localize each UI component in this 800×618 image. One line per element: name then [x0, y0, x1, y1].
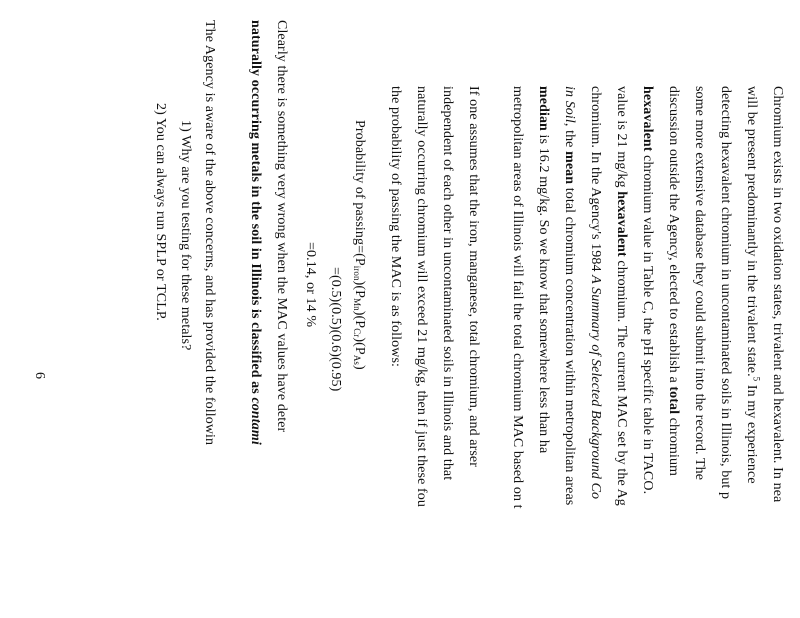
text-line: independent of each other in uncontaminated soils in Illinois and that: [440, 86, 455, 481]
text-line: hexavalent chromium value in Table C, the pH specific table in TACO.: [640, 86, 655, 495]
text-line: Clearly there is something very wrong when the MAC values have deter: [274, 20, 289, 433]
text-line: chromium. In the Agency's 1984 A Summary of Selected Background Co: [588, 86, 603, 500]
text-line: If one assumes that the iron, manganese, total chromium, and arser: [466, 86, 481, 467]
text-line: Chromium exists in two oxidation states, trivalent and hexavalent. In nea: [770, 86, 785, 503]
text-line: in Soil, the mean total chromium concentration within metropolitan areas: [562, 86, 577, 506]
formula-line: Probability of $passing=(P_{iron})(P_{Mn})(P_{Cr})(P_{As})$: [352, 120, 367, 370]
text-line: the probability of passing the MAC is as follows:: [388, 86, 403, 367]
text-line: metropolitan areas of Illinois will fail the total chromium MAC based on t: [510, 86, 525, 509]
text-line: median is 16.2 mg/kg. So we know that somewhere less than ha: [536, 86, 551, 454]
text-line: naturally occurring chromium will exceed 21 mg/kg, then if just these fou: [414, 86, 429, 507]
text-line: detecting hexavalent chromium in uncontaminated soils in Illinois, but p: [718, 86, 733, 500]
formula-line: =(0.5)(0.5)(0.6)(0.95): [328, 267, 343, 392]
text-line: discussion outside the Agency, elected to establish a total chromium: [666, 86, 681, 477]
text-line: naturally occurring metals in the soil in Illinois is classified as contami: [248, 20, 263, 445]
formula-line: =0.14, or 14 %: [303, 242, 318, 328]
text-line: some more extensive database they could submit into the record. The: [692, 86, 707, 481]
page-number: 6: [32, 372, 47, 380]
list-item: 1) Why are you testing for these metals?: [178, 120, 193, 351]
list-item: 2) You can always run SPLP or TCLP.: [153, 103, 168, 321]
footnote-marker: 5: [751, 376, 762, 382]
text-line: value is 21 mg/kg hexavalent chromium. The current MAC set by the Ag: [614, 86, 629, 506]
text-line: The Agency is aware of the above concerns, and has provided the followin: [202, 20, 217, 446]
text-line: will be present predominantly in the trivalent state.$^5$ In my experience: [744, 86, 762, 484]
